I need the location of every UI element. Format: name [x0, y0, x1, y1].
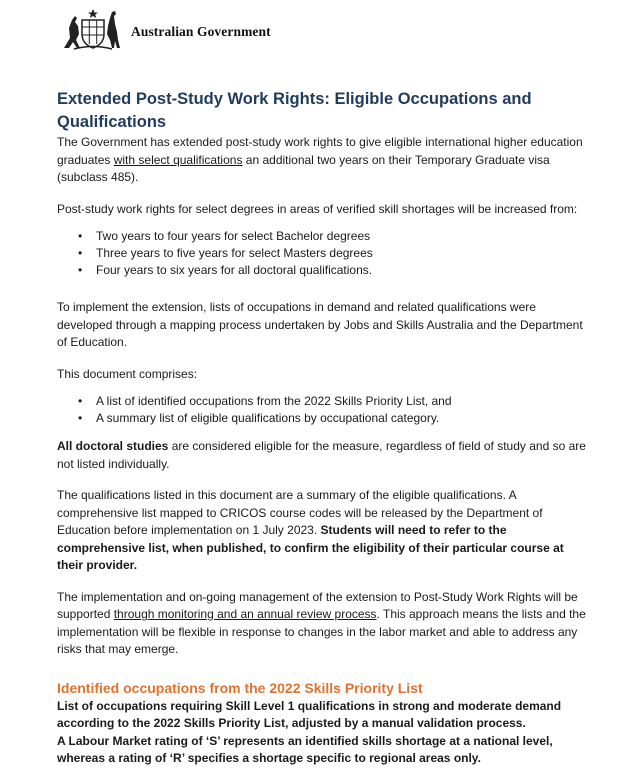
comprises-list — [57, 393, 587, 427]
document-body — [57, 88, 587, 768]
doctoral-text: are considered eligible for the measure, regardless of field of study and so are not listed individually. — [57, 439, 586, 471]
qualifications-paragraph — [57, 487, 587, 575]
doctoral-paragraph — [57, 438, 587, 473]
increase-paragraph: Post-study work rights for select degrees in areas of verified skill shortages will be increased from: — [57, 201, 578, 216]
monitoring-review-link[interactable]: through monitoring and an annual review process — [113, 607, 377, 621]
list-item: • A summary list of eligible qualifications by occupational category. — [57, 410, 587, 427]
header — [60, 8, 460, 52]
comprises-paragraph: This document comprises: — [57, 366, 198, 381]
organization-name: Australian Government — [131, 24, 271, 39]
document-title: Extended Post-Study Work Rights: Eligible Occupations and Qualifications — [57, 90, 532, 131]
select-qualifications-link[interactable]: with select qualifications — [113, 152, 243, 167]
section-heading: Identified occupations from the 2022 Skills Priority List — [57, 679, 423, 696]
list-item: • Two years to four years for select Bachelor degrees — [57, 228, 587, 245]
list-item: • Four years to six years for all doctoral qualifications. — [57, 262, 587, 279]
qualifications-bold-text: Students will need to refer to the comprehensive list, when published, to confirm the eligibility of their particular course at their provider. — [57, 523, 564, 572]
list-item: • Three years to five years for select Masters degrees — [57, 245, 587, 262]
doctoral-bold-text: All doctoral studies — [57, 439, 169, 453]
rating-paragraph: A Labour Market rating of ‘S’ represents an identified skills shortage at a national level, whereas a rating of ‘R’ specifies a shortage specific to regional areas only. — [57, 733, 553, 765]
management-text-a: The implementation and on-going management of the extension to Post-Study Work Rights will be supported — [57, 589, 578, 621]
intro-paragraph — [57, 134, 587, 187]
implementation-paragraph: To implement the extension, lists of occupations in demand and related qualifications were developed through a mapping process undertaken by Jobs and Skills Australia and the Department of Education. — [57, 300, 583, 349]
intro-text-a: The Government has extended post-study work rights to give eligible international higher education graduates — [57, 135, 583, 167]
qualifications-text: The qualifications listed in this document are a summary of the eligible qualifications. A comprehensive list mapped to CRICOS course codes will be released by the Department of Education before implementation on 1 July 2023. — [57, 488, 543, 537]
section-intro-paragraph: List of occupations requiring Skill Level 1 qualifications in strong and moderate demand according to the 2022 Skills Priority List, adjusted by a manual validation process. — [57, 698, 562, 730]
intro-text-b: an additional two years on their Temporary Graduate visa (subclass 485). — [57, 152, 550, 184]
increase-list — [57, 228, 587, 279]
management-paragraph — [57, 589, 587, 659]
coat-of-arms-icon — [60, 8, 126, 52]
management-text-b: . This approach means the lists and the implementation will be flexible in response to changes in the labor market and able to address any risks that may emerge. — [57, 607, 586, 656]
list-item: • A list of identified occupations from the 2022 Skills Priority List, and — [57, 393, 587, 410]
